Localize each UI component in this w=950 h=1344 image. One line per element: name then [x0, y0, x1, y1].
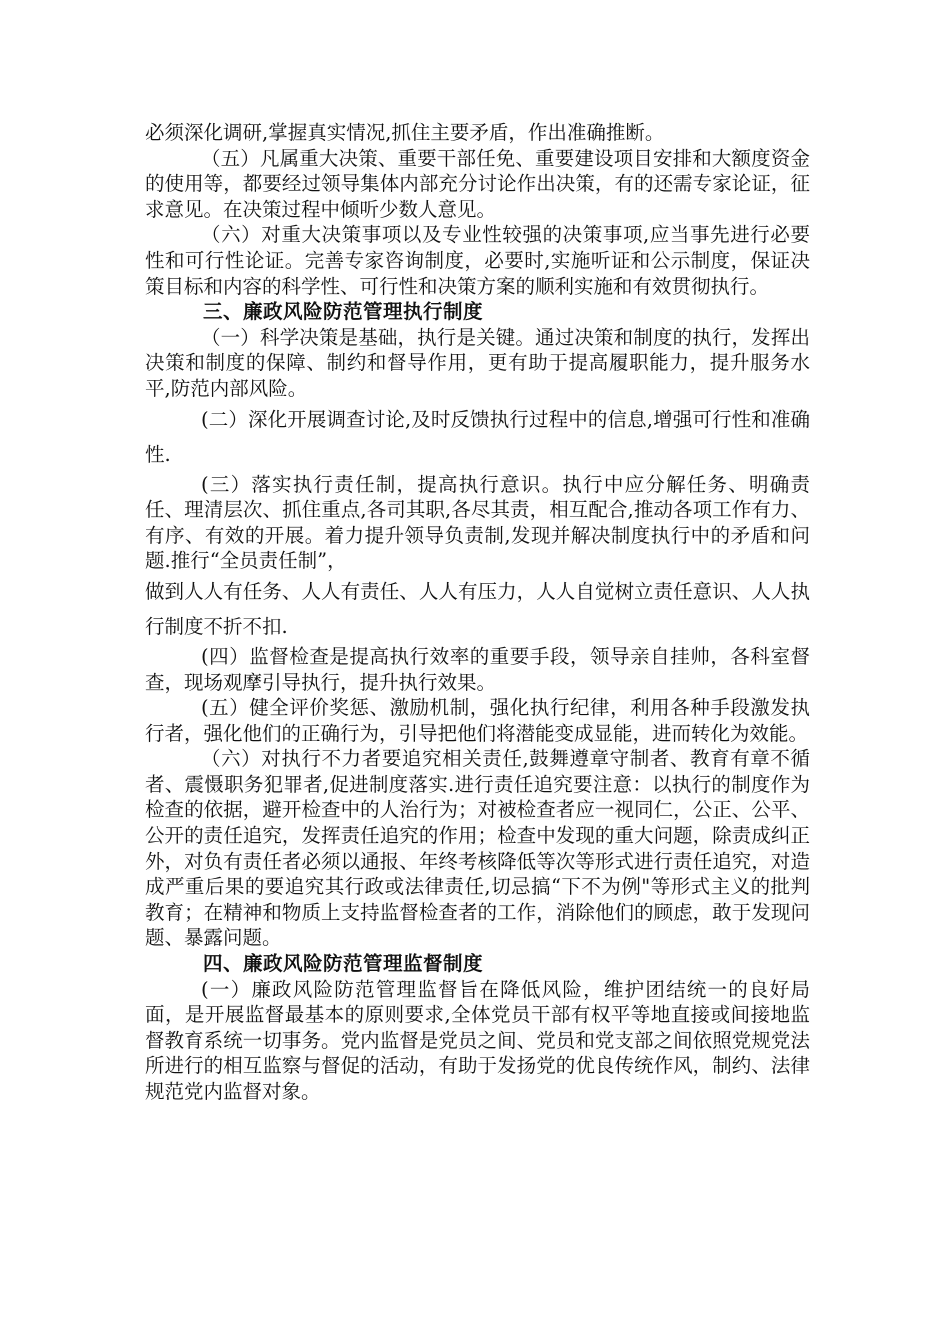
paragraph: （五）凡属重大决策、重要干部任免、重要建设项目安排和大额度资金的使用等，都要经过领导集体内部充分讨论作出决策，有的还需专家论证，征求意见。在决策过程中倾听少数人意见。	[145, 146, 810, 221]
paragraph: 必须深化调研,掌握真实情况,抓住主要矛盾，作出准确推断。	[145, 121, 665, 144]
paragraph: (五）健全评价奖惩、激励机制，强化执行纪律，利用各种手段激发执行者，强化他们的正确行为，引导把他们将潜能变成显能，进而转化为效能。	[145, 696, 810, 745]
section-heading: 四、廉政风险防范管理监督制度	[203, 952, 484, 976]
paragraph: （六）对执行不力者要追究相关责任,鼓舞遵章守制者、教育有章不循者、震慑职务犯罪者,促进制度落实.进行责任追究要注意：以执行的制度作为检查的依据，避开检查中的人治行为；对被检查者应一视同仁，公正、公平、公开的责任追究，发挥责任追究的作用；检查中发现的重大问题，除责成纠正外，对负有责任者必须以通报、年终考核降低等次等形式进行责任追究，对造成严重后果的要追究其行政或法律责任,切忌搞“下不为例"等形式主义的批判教育；在精神和物质上支持监督检查者的工作，消除他们的顾虑，敢于发现问题、暴露问题。	[145, 747, 810, 950]
section-heading: 三、廉政风险防范管理执行制度	[203, 300, 484, 324]
paragraph: (一）廉政风险防范管理监督旨在降低风险，维护团结统一的良好局面，是开展监督最基本的原则要求,全体党员干部有权平等地直接或间接地监督教育系统一切事务。党内监督是党员之间、党员和党支部之间依照党规党法所进行的相互监察与督促的活动，有助于发扬党的优良传统作风，制约、法律规范党内监督对象。	[145, 977, 810, 1103]
document-body	[145, 120, 810, 1105]
paragraph: （六）对重大决策事项以及专业性较强的决策事项,应当事先进行必要性和可行性论证。完善专家咨询制度，必要时,实施听证和公示制度，保证决策目标和内容的科学性、可行性和决策方案的顺利实施和有效贯彻执行。	[145, 223, 810, 298]
paragraph: (三）落实执行责任制，提高执行意识。执行中应分解任务、明确责任、理清层次、抓住重点,各司其职,各尽其责，相互配合,推动各项工作有力、有序、有效的开展。着力提升领导负责制,发现并解决制度执行中的矛盾和问题.推行“全员责任制”，	[145, 472, 810, 573]
paragraph: (四）监督检查是提高执行效率的重要手段，领导亲自挂帅，各科室督查，现场观摩引导执行，提升执行效果。	[145, 644, 810, 694]
paragraph: (二）深化开展调查讨论,及时反馈执行过程中的信息,增强可行性和准确性.	[145, 407, 810, 466]
paragraph: 做到人人有任务、人人有责任、人人有压力，人人自觉树立责任意识、人人执行制度不折不扣.	[145, 579, 810, 638]
paragraph: （一）科学决策是基础，执行是关键。通过决策和制度的执行，发挥出决策和制度的保障、制约和督导作用，更有助于提高履职能力，提升服务水平,防范内部风险。	[145, 325, 810, 400]
